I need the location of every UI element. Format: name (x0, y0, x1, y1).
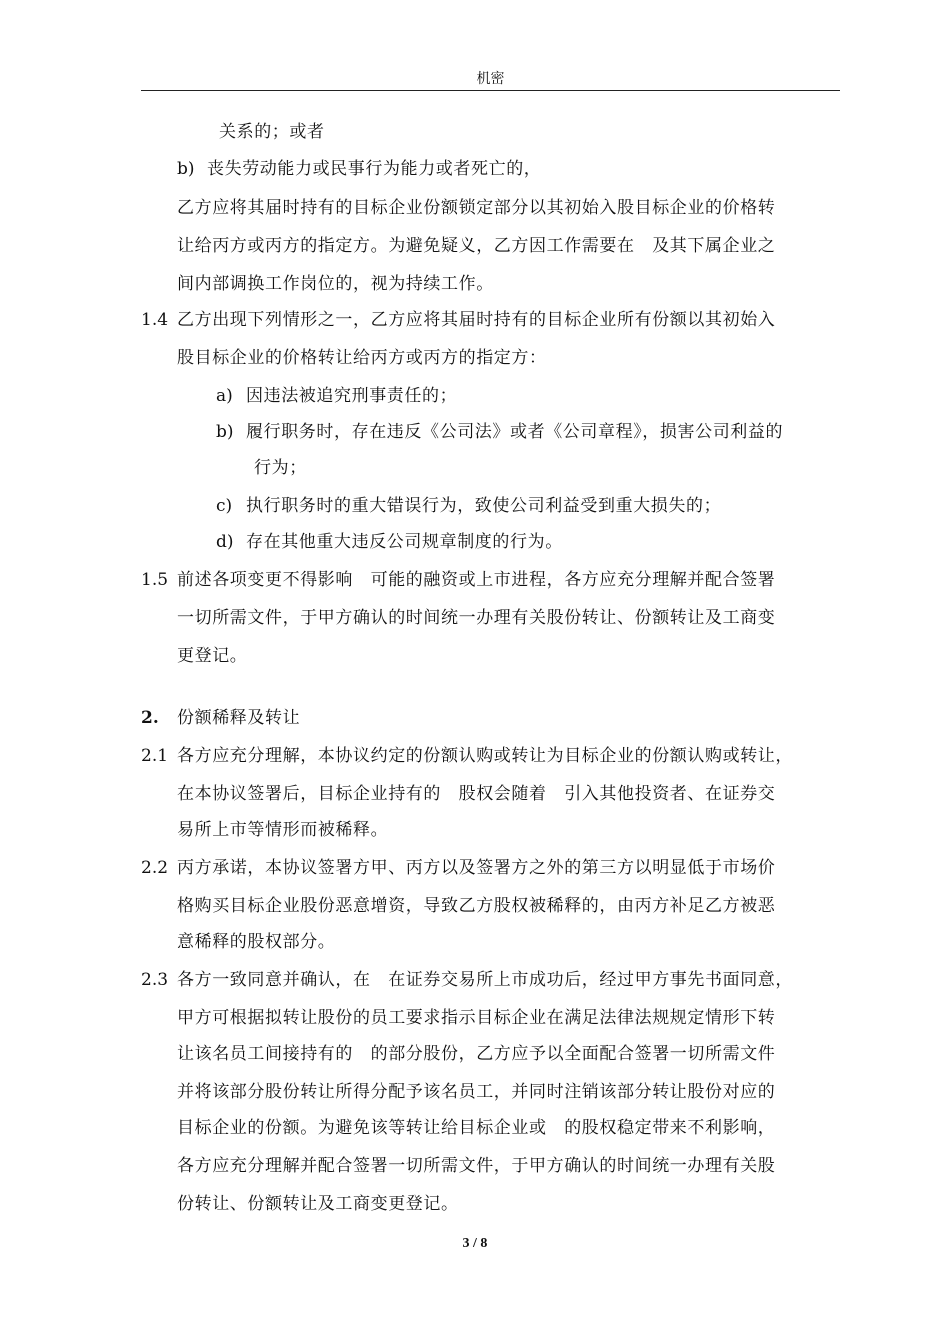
text-line: 目标企业的份额。为避免该等转让给目标企业或 的股权稳定带来不利影响， (177, 1118, 776, 1138)
text-line: 份转让、份额转让及工商变更登记。 (177, 1194, 459, 1214)
text-line: 前述各项变更不得影响 可能的融资或上市进程，各方应充分理解并配合签署 (177, 570, 776, 590)
text-line: 丙方承诺，本协议签署方甲、丙方以及签署方之外的第三方以明显低于市场价 (177, 858, 776, 878)
text-line: 各方应充分理解，本协议约定的份额认购或转让为目标企业的份额认购或转让， (177, 746, 793, 766)
section-heading: 份额稀释及转让 (177, 708, 301, 728)
list-marker: b) (177, 159, 195, 179)
text-line: 丧失劳动能力或民事行为能力或者死亡的， (207, 159, 542, 179)
clause-number: 2.3 (141, 970, 169, 990)
page-number: 3 / 8 (462, 1236, 488, 1251)
text-line: 让给丙方或丙方的指定方。为避免疑义，乙方因工作需要在 及其下属企业之 (177, 236, 776, 256)
text-line: 因违法被追究刑事责任的； (246, 386, 458, 406)
text-line: 存在其他重大违反公司规章制度的行为。 (246, 532, 563, 552)
list-marker: b) (216, 422, 234, 442)
text-line: 意稀释的股权部分。 (177, 932, 336, 952)
text-line: 在本协议签署后，目标企业持有的 股权会随着 引入其他投资者、在证券交 (177, 784, 776, 804)
text-line: 行为； (254, 458, 307, 478)
text-line: 执行职务时的重大错误行为，致使公司利益受到重大损失的； (246, 496, 722, 516)
text-line: 各方应充分理解并配合签署一切所需文件，于甲方确认的时间统一办理有关股 (177, 1156, 776, 1176)
text-line: 让该名员工间接持有的 的部分股份，乙方应予以全面配合签署一切所需文件 (177, 1044, 776, 1064)
text-line: 各方一致同意并确认，在 在证券交易所上市成功后，经过甲方事先书面同意， (177, 970, 793, 990)
list-marker: d) (216, 532, 234, 552)
text-line: 甲方可根据拟转让股份的员工要求指示目标企业在满足法律法规规定情形下转 (177, 1008, 776, 1028)
clause-number: 2.2 (141, 858, 169, 878)
text-line: 更登记。 (177, 646, 248, 666)
clause-number: 1.4 (141, 310, 169, 330)
text-line: 易所上市等情形而被稀释。 (177, 820, 389, 840)
page-header: 机密 (141, 68, 840, 91)
text-line: 间内部调换工作岗位的，视为持续工作。 (177, 274, 494, 294)
text-line: 履行职务时，存在违反《公司法》或者《公司章程》，损害公司利益的 (246, 422, 784, 442)
list-marker: a) (216, 386, 233, 406)
text-line: 乙方应将其届时持有的目标企业份额锁定部分以其初始入股目标企业的价格转 (177, 198, 776, 218)
text-line: 股目标企业的价格转让给丙方或丙方的指定方： (177, 348, 547, 368)
section-number: 2. (141, 708, 159, 728)
clause-number: 1.5 (141, 570, 169, 590)
list-marker: c) (216, 496, 233, 516)
text-line: 一切所需文件，于甲方确认的时间统一办理有关股份转让、份额转让及工商变 (177, 608, 776, 628)
text-line: 格购买目标企业股份恶意增资，导致乙方股权被稀释的，由丙方补足乙方被恶 (177, 896, 776, 916)
text-line: 关系的；或者 (219, 122, 325, 142)
text-line: 乙方出现下列情形之一，乙方应将其届时持有的目标企业所有份额以其初始入 (177, 310, 776, 330)
text-line: 并将该部分股份转让所得分配予该名员工，并同时注销该部分转让股份对应的 (177, 1082, 776, 1102)
clause-number: 2.1 (141, 746, 169, 766)
